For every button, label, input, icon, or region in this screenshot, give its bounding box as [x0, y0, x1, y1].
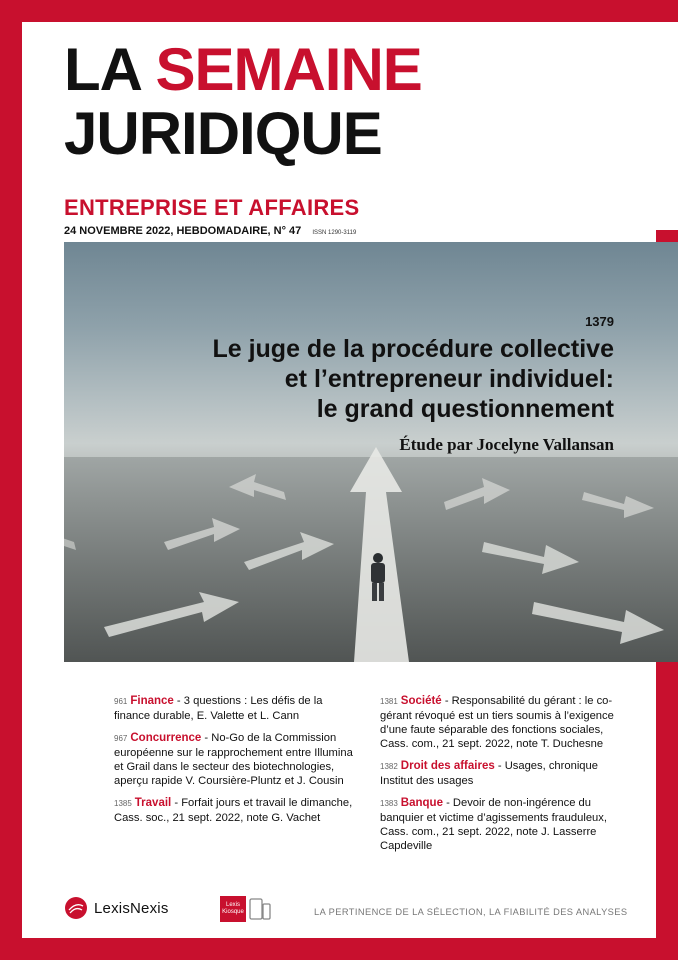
toc-text: - Responsabilité du gérant : le co-gérant révoqué est un tiers soumis à l’exigence d’une faute séparable des fonctions sociales, Cass. com., 21 sept. 2022, note T. Duchesne: [380, 695, 614, 750]
lexisnexis-logo-icon: [64, 896, 88, 920]
toc-category: Travail: [134, 797, 172, 809]
article-title: [94, 334, 614, 424]
masthead-title: [64, 36, 422, 103]
kiosque-label: Lexis: [225, 902, 240, 908]
article-title-line: et l’entrepreneur individuel:: [284, 365, 614, 393]
toc-category: Concurrence: [130, 732, 202, 744]
toc-category: Droit des affaires: [400, 760, 495, 772]
edition-title: ENTREPRISE ET AFFAIRES: [64, 195, 360, 220]
toc-text: - Devoir de non-ingérence du banquier et victime d’agissements frauduleux, Cass. com., 21 sept. 2022, note J. Lasserre Capdeville: [380, 797, 607, 852]
footer-tagline: LA PERTINENCE DE LA SÉLECTION, LA FIABILITÉ DES ANALYSES: [314, 907, 628, 917]
article-title-line: Le juge de la procédure collective: [212, 335, 614, 363]
toc-item: [380, 796, 620, 853]
toc-item: [114, 796, 354, 825]
toc-text: - 3 questions : Les défis de la finance durable, E. Valette et L. Cann: [114, 695, 323, 722]
issue-date: 24 NOVEMBRE 2022, HEBDOMADAIRE, N° 47: [64, 225, 302, 237]
toc-number: 1383: [380, 799, 398, 808]
article-number: 1379: [585, 314, 614, 329]
issn: ISSN 1290-3119: [312, 230, 357, 236]
lexisnexis-logo: [64, 896, 169, 920]
toc-text: - Forfait jours et travail le dimanche, Cass. soc., 21 sept. 2022, note G. Vachet: [114, 797, 353, 824]
toc-number: 1381: [380, 697, 398, 706]
left-border: [0, 0, 22, 960]
toc-left-column: [114, 694, 354, 833]
toc-number: 961: [114, 697, 128, 706]
kiosque-icon: [220, 896, 246, 922]
issue-line: [64, 225, 356, 237]
top-border: [0, 0, 678, 22]
article-title-line: le grand questionnement: [316, 395, 614, 423]
publisher-name: LexisNexis: [94, 899, 169, 917]
toc-right-column: [380, 694, 620, 861]
toc-item: [380, 694, 620, 751]
toc-item: [114, 694, 354, 723]
toc-category: Société: [400, 695, 442, 707]
toc-number: 967: [114, 734, 128, 743]
toc-item: [114, 731, 354, 788]
toc-text: - No-Go de la Commission européenne sur le rapprochement entre Illumina et Grail dans le secteur des biotechnologies, aperçu rapide V. Coursière-Pluntz et J. Cousin: [114, 732, 353, 787]
article-author: Étude par Jocelyne Vallansan: [399, 435, 614, 454]
toc-number: 1382: [380, 762, 398, 771]
toc-item: [380, 759, 620, 788]
kiosque-label-2: Kiosque: [222, 909, 244, 915]
toc-category: Finance: [130, 695, 174, 707]
toc-text: - Usages, chronique Institut des usages: [380, 760, 598, 787]
masthead-la: LA: [64, 36, 140, 103]
toc-category: Banque: [400, 797, 443, 809]
masthead-semaine: SEMAINE: [155, 36, 422, 103]
masthead-juridique: JURIDIQUE: [64, 100, 382, 167]
devices-icon: [249, 896, 271, 922]
bottom-border: [0, 938, 678, 960]
toc-number: 1385: [114, 799, 132, 808]
lexis-kiosque-badge: [220, 896, 271, 922]
